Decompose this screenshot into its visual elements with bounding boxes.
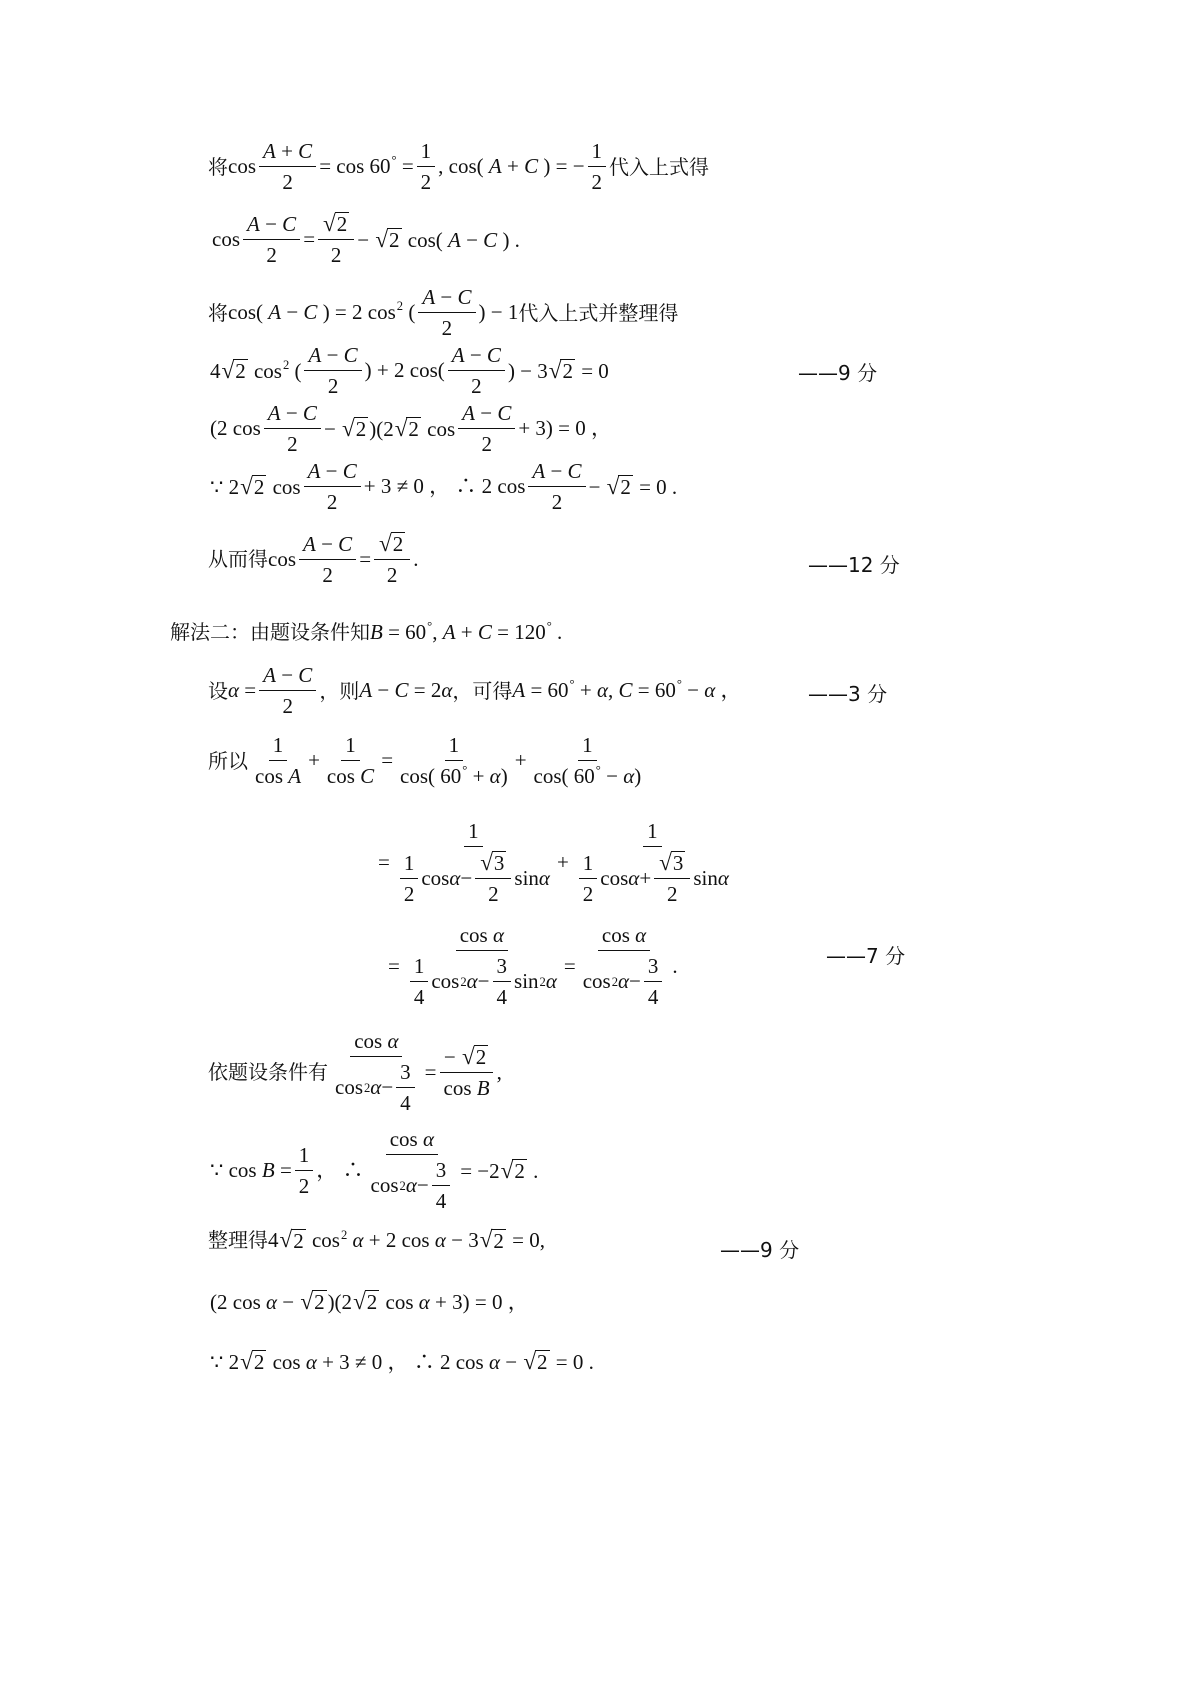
eq-line-2: cos $\frac{A - C}{2}$ = √ 2 2 − √ 2 cos( A − C ) .: [212, 210, 520, 268]
text-outro: 代入上式得: [609, 154, 710, 179]
text-mid: ，则: [319, 678, 360, 703]
eq-line-12: = cos α $\frac{1}{4}$ cos 2 α − $\frac{3}{4}$ sin 2 α = cos α cos 2 α − $\frac{3}{4}$ .: [388, 923, 678, 1010]
text-intro: 所以: [208, 748, 248, 773]
eq-line-7: 从而得 cos $\frac{A - C}{2}$ = √ 2 2 .: [208, 530, 419, 588]
text-intro: 将: [208, 154, 228, 179]
eq-line-4: 4 √ 2 $\cos^2$ ( $\frac{A - C}{2}$ ) + 2 cos( $\frac{A - C}{2}$ ) − 3 √ 2 = 0: [210, 343, 609, 399]
eq-line-9: 设 α = $\frac{A - C}{2}$ ，则 A − C = 2α ，可得 A = 60° + α, C = 60° − α ，: [208, 663, 742, 719]
text-intro: 设: [208, 678, 228, 703]
text-intro: 从而得: [208, 547, 268, 572]
score-mark: ——9 分: [720, 1238, 800, 1262]
score-mark: ——7 分: [826, 944, 906, 968]
eq-line-6: ∵ 2 √ 2 cos $\frac{A - C}{2}$ + 3 ≠ 0 ， ∴ 2 cos $\frac{A - C}{2}$ − √ 2 = 0 .: [210, 459, 678, 515]
text-intro: 将: [208, 300, 228, 325]
eq-line-5: (2 cos $\frac{A - C}{2}$ − √ 2 )(2 √ 2 cos $\frac{A - C}{2}$ + 3) = 0 ，: [210, 401, 613, 457]
eq-line-3: 将 cos( A − C ) = 2 $\cos^2$ ( $\frac{A - C}{2}$ ) − 1 代入上式并整理得: [208, 285, 679, 341]
eq-line-13: 依题设条件有 cos α cos 2 α − $\frac{3}{4}$ = − √ 2 cos B ,: [208, 1029, 502, 1116]
eq-line-15: 整理得 4 √ 2 $\cos^2 \alpha + 2$ cos α − 3 √ 2 = 0,: [208, 1226, 546, 1253]
text-outro: 代入上式并整理得: [518, 300, 679, 325]
text-intro: 依题设条件有: [208, 1060, 328, 1085]
eq-line-11: = 1 $\frac{1}{2}$ cos α − √ 3 2 sin α + 1 $\frac{1}{2}$ cos α + √ 3 2 sin α: [378, 819, 729, 907]
score-mark: ——3 分: [808, 682, 888, 706]
eq-line-8: 解法二：由题设条件知 B = 60°, A + C = 120° .: [170, 618, 563, 644]
score-mark: ——12 分: [808, 553, 900, 577]
text-intro: 整理得: [208, 1228, 268, 1252]
eq-line-16: (2 cos α − √ 2 )(2 √ 2 cos α + 3) = 0 ，: [210, 1288, 529, 1315]
text-mid: ，可得: [452, 678, 513, 703]
method-two-heading: 解法二：由题设条件知: [170, 620, 370, 644]
eq-line-14: ∵ cos B = $\frac{1}{2}$ ， ∴ cos α cos 2 α − $\frac{3}{4}$ = −2 √ 2 .: [210, 1127, 539, 1214]
eq-line-1: 将 cos $\frac{A + C}{2}$ = cos 60° = $\frac{1}{2}$ , cos( A + C ) = − $\frac{1}{2}$ 代入上式得: [208, 139, 710, 195]
eq-line-10: 所以 $\frac{1}{\text{cos A}}$ + $\frac{1}{\text{cos C}}$ = $\frac{1}{\cos( 60^\circ + \alpha)}$ + $\frac{1}{\cos( 60^\circ - \alpha)}$: [208, 733, 642, 789]
score-mark: ——9 分: [798, 361, 878, 385]
eq-line-17: ∵ 2 √ 2 cos α + 3 ≠ 0 ， ∴ 2 cos α − √ 2 = 0 .: [210, 1348, 594, 1375]
